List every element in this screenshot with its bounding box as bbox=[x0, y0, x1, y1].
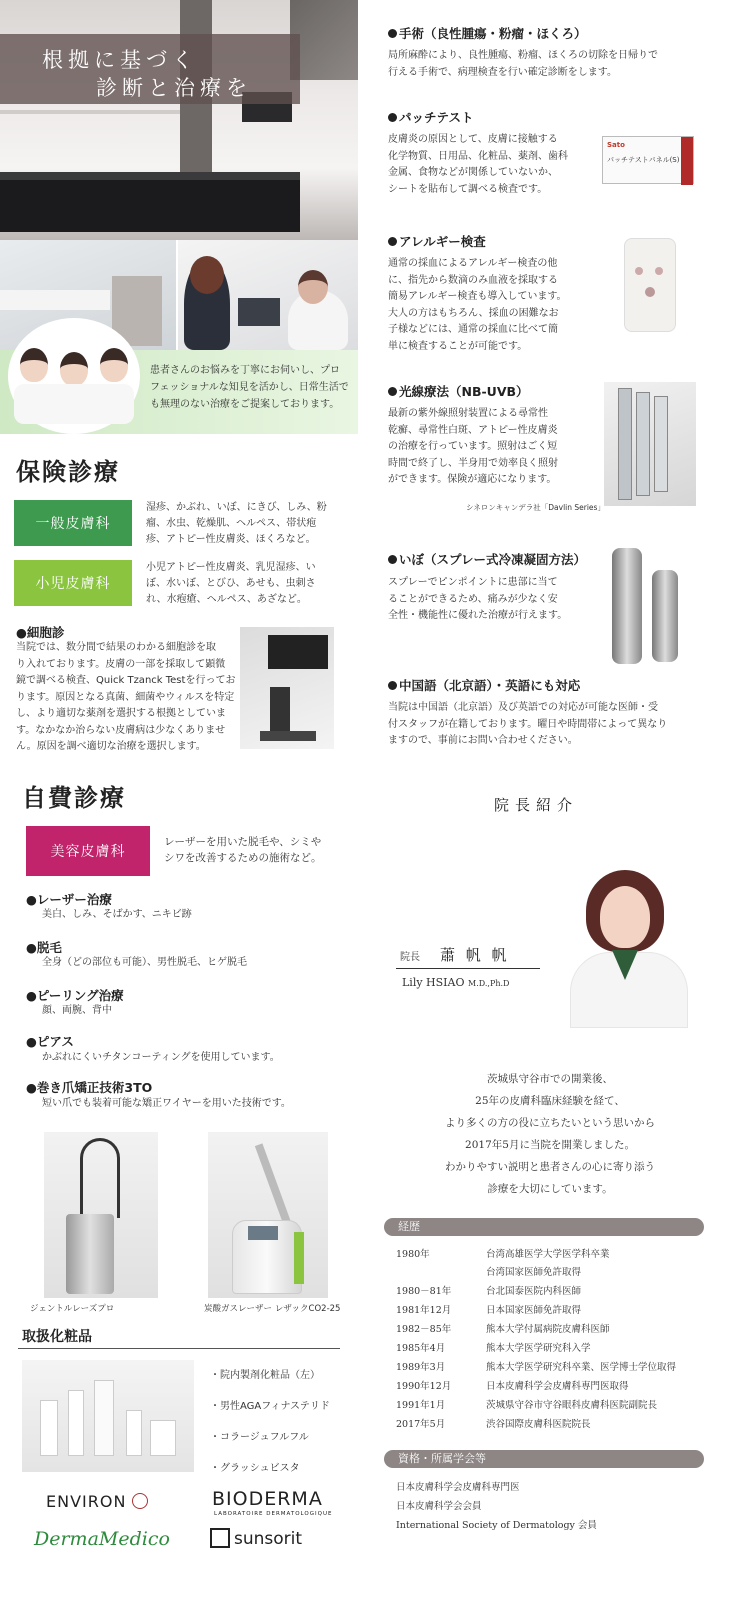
intro-text: 患者さんのお悩みを丁寧にお伺いし、プロ フェッショナルな知見を活かし、日常生活で も無理のない治療をご提案しております。 bbox=[150, 365, 349, 410]
ingrown-nail-title: ●巻き爪矯正技術3TO bbox=[26, 1080, 153, 1095]
wart-treatment-desc: スプレーでピンポイントに患部に当て ることができるため、痛みが少なく安 全性・機能性に優れた治療が行えます。 bbox=[388, 577, 568, 621]
director-name-en: Lily HSIAO M.D.,Ph.D bbox=[402, 976, 510, 989]
hero-title-line2: 診断と治療を bbox=[96, 76, 252, 100]
history-list: 1980年 台湾高雄医学大学医学科卒業 台湾国家医師免許取得 1980－81年 台北国泰医院内科医師 1981年12月 日本国家医師免許取得 1982－85年 熊本大学付属病院皮膚科医師 1985年4月 熊本大学医学研究科入学 1989年3月 熊本大学医学研究科卒業、医学博士学位取得 1990年12月 日本皮膚科学会皮膚科専門医取得 1991年1月 茨城県守谷市守谷眼科皮膚科医院副院長 2017年5月 渋谷国際皮膚科医院院長 bbox=[396, 1249, 677, 1430]
self-pay-title: 自費診療 bbox=[22, 783, 126, 812]
brand-bioderma: BIODERMA bbox=[212, 1488, 323, 1510]
brand-environ: ENVIRON bbox=[46, 1492, 148, 1511]
language-support-desc: 当院は中国語（北京語）及び英語での対応が可能な医師・受 付スタッフが在籍しております。曜日や時間帯によって異なり ますので、事前にお問い合わせください。 bbox=[388, 702, 668, 746]
consultation-photo bbox=[178, 240, 358, 350]
allergy-test-desc: 通常の採血によるアレルギー検査の他 に、指先から数滴のみ血液を採取する 簡易アレルギー検査も導入しています。 大人の方はもちろん、採血の困難なお 子様などには、通常の採血に比べて簡 単に検査することが可能です。 bbox=[388, 258, 567, 352]
brand-bioderma-sub: LABORATOIRE DERMATOLOGIQUE bbox=[214, 1511, 333, 1517]
cosmetics-products-photo bbox=[22, 1360, 194, 1472]
microscope-photo bbox=[240, 627, 334, 749]
cryo-spray-small bbox=[652, 570, 678, 662]
surgery-desc: 局所麻酔により、良性腫瘍、粉瘤、ほくろの切除を日帰りで 行える手術で、病理検査を行い確定診断をします。 bbox=[388, 50, 658, 78]
history-band: 経歴 bbox=[384, 1218, 704, 1236]
peeling-desc: 顔、両腕、背中 bbox=[42, 1005, 112, 1016]
allergy-test-title: アレルギー検査 bbox=[388, 232, 486, 250]
environ-emblem-icon bbox=[132, 1493, 148, 1509]
piercing-title: ●ピアス bbox=[26, 1034, 74, 1049]
cosmetic-dermatology-label: 美容皮膚科 bbox=[26, 826, 150, 876]
qualifications-band: 資格・所属学会等 bbox=[384, 1450, 704, 1468]
gentlelase-caption: ジェントルレーズプロ bbox=[30, 1304, 115, 1314]
uvb-caption: シネロンキャンデラ社「Davlin Series」 bbox=[466, 503, 605, 512]
sunsorit-logo-icon bbox=[210, 1528, 230, 1548]
surgery-title: 手術（良性腫瘍・粉瘤・ほくろ） bbox=[388, 24, 587, 42]
cosmetics-divider bbox=[18, 1348, 340, 1349]
general-dermatology-label: 一般皮膚科 bbox=[14, 500, 132, 546]
cytology-title: ●細胞診 bbox=[16, 625, 65, 640]
cosmetics-title: 取扱化粧品 bbox=[22, 1329, 92, 1345]
co2-laser-photo bbox=[208, 1132, 328, 1298]
phototherapy-title: 光線療法（NB-UVB） bbox=[388, 382, 529, 400]
pediatric-dermatology-desc: 小児アトピー性皮膚炎、乳児湿疹、い ぼ、水いぼ、とびひ、あせも、虫刺さ れ、水疱瘡、ヘルペス、あざなど。 bbox=[146, 562, 316, 605]
uvb-device-photo bbox=[604, 382, 696, 506]
director-role: 院長 bbox=[400, 952, 420, 963]
pediatric-dermatology-label: 小児皮膚科 bbox=[14, 560, 132, 606]
director-name-underline bbox=[396, 968, 540, 969]
cosmetic-dermatology-desc: レーザーを用いた脱毛や、シミや シワを改善するための施術など。 bbox=[164, 836, 322, 864]
patch-test-desc: 皮膚炎の原因として、皮膚に接触する 化学物質、日用品、化粧品、薬剤、歯科 金属、食物などが関係していないか、 シートを貼布して調べる検査です。 bbox=[388, 134, 568, 195]
patch-test-title: パッチテスト bbox=[388, 108, 474, 126]
brand-dermamedico: DermaMedico bbox=[34, 1528, 170, 1550]
ingrown-nail-desc: 短い爪でも装着可能な矯正ワイヤーを用いた技術です。 bbox=[42, 1098, 291, 1109]
piercing-desc: かぶれにくいチタンコーティングを使用しています。 bbox=[42, 1052, 280, 1063]
doctors-photo bbox=[8, 318, 140, 434]
cosmetics-list: ・院内製剤化粧品（左） ・男性AGAフィナステリド ・コラージュフルフル ・グラッシュビスタ bbox=[210, 1370, 330, 1474]
director-message: 茨城県守谷市での開業後、 25年の皮膚科臨床経験を経て、 より多くの方の役に立ちたいという思いから 2017年5月に当院を開業しました。 わかりやすい説明と患者さんの心に寄り添う 診療を大切にしています。 bbox=[445, 1073, 655, 1195]
allergy-test-kit bbox=[624, 238, 676, 332]
hero-title-line1: 根拠に基づく bbox=[42, 48, 198, 72]
wart-treatment-title: いぼ（スプレー式冷凍凝固方法） bbox=[388, 550, 586, 568]
cytology-desc: 当院では、数分間で結果のわかる細胞診を取 り入れております。皮膚の一部を採取して顕微 鏡で調べる検査、Quick Tzanck Testを行ってお ります。原因となる真菌、細菌やウィルスを特定 し、より適切な薬剤を選択する根拠としていま す。なかなか治らない皮膚病は少なくありませ ん。原因を調べ適切な治療を選択します。 bbox=[16, 642, 236, 752]
general-dermatology-desc: 湿疹、かぶれ、いぼ、にきび、しみ、粉 瘤、水虫、乾燥肌、ヘルペス、帯状疱 疹、アトピー性皮膚炎、ほくろなど。 bbox=[146, 502, 327, 545]
insurance-title: 保険診療 bbox=[16, 457, 120, 486]
qualifications-list: 日本皮膚科学会皮膚科専門医 日本皮膚科学会会員 International Society of Dermatology 会員 bbox=[396, 1482, 597, 1531]
cryo-spray-large bbox=[612, 548, 642, 664]
director-name: 蕭 帆 帆 bbox=[440, 946, 510, 964]
patch-test-product: Sato パッチテストパネル(S) bbox=[602, 136, 694, 184]
phototherapy-desc: 最新の紫外線照射装置による尋常性 乾癬、尋常性白斑、アトピー性皮膚炎 の治療を行っています。照射はごく短 時間で終了し、半身用で効率良く照射 ができます。保険が適応になります。 bbox=[388, 408, 558, 485]
director-photo bbox=[562, 852, 696, 1028]
brand-sunsorit: sunsorit bbox=[210, 1528, 302, 1549]
laser-treatment-title: ●レーザー治療 bbox=[26, 892, 112, 907]
hair-removal-title: ●脱毛 bbox=[26, 940, 62, 955]
laser-treatment-desc: 美白、しみ、そばかす、ニキビ跡 bbox=[42, 909, 192, 920]
language-support-title: 中国語（北京語）・英語にも対応 bbox=[388, 676, 580, 694]
co2-laser-caption: 炭酸ガスレーザー レザックCO2-25 bbox=[204, 1304, 341, 1314]
peeling-title: ●ピーリング治療 bbox=[26, 988, 124, 1003]
hair-removal-desc: 全身（どの部位も可能）、男性脱毛、ヒゲ脱毛 bbox=[42, 957, 247, 968]
gentlelase-photo bbox=[44, 1132, 158, 1298]
director-heading: 院長紹介 bbox=[494, 796, 579, 814]
